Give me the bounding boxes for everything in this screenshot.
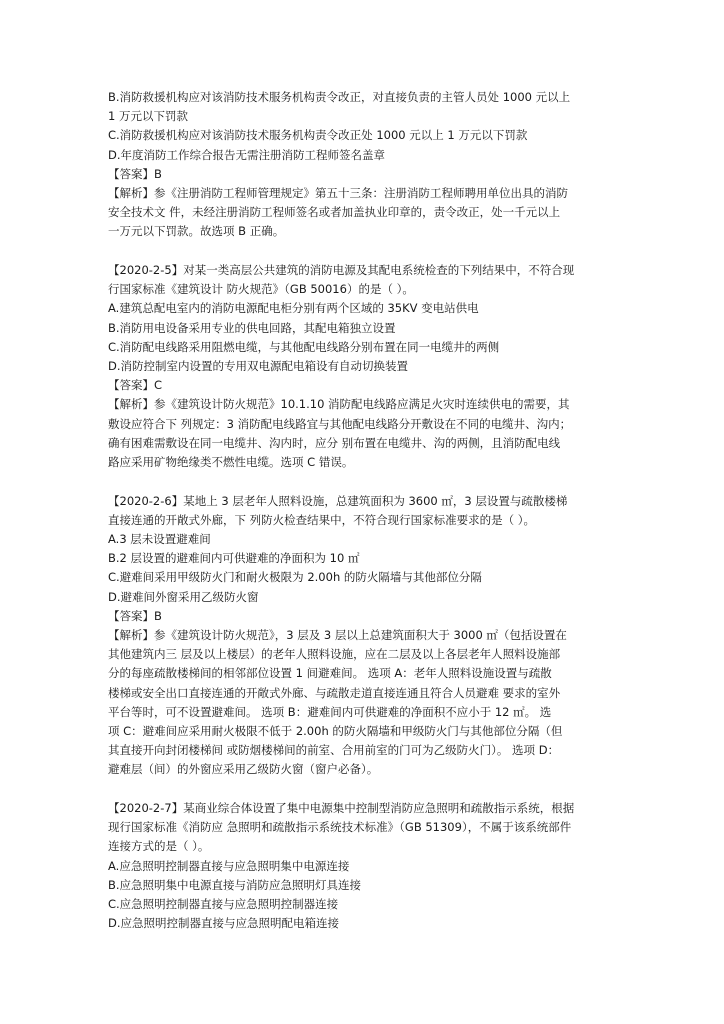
- question-stem-line-2: 直接连通的开敞式外廊，下 列防火检查结果中，不符合现行国家标准要求的是（ ）。: [108, 512, 536, 527]
- option-c: C.避难间采用甲级防火门和耐火极限为 2.00h 的防火隔墙与其他部位分隔: [108, 570, 482, 585]
- answer: 【答案】B: [108, 166, 162, 181]
- answer: 【答案】B: [108, 608, 162, 623]
- block-spacer: [108, 780, 620, 799]
- option-a: A.建筑总配电室内的消防电源配电柜分别有两个区域的 35KV 变电站供电: [108, 301, 479, 316]
- answer: 【答案】C: [108, 378, 163, 393]
- block-spacer: [108, 242, 620, 261]
- option-a: A.应急照明控制器直接与应急照明集中电源连接: [108, 858, 350, 873]
- question-2020-2-5: [108, 261, 620, 472]
- analysis-line-1: 【解析】参《注册消防工程师管理规定》第五十三条：注册消防工程师聘用单位出具的消防: [108, 186, 568, 201]
- analysis-line-6: 项 C：避难间应采用耐火极限不低于 2.00h 的防火隔墙和甲级防火门与其他部位分隔（但: [108, 724, 563, 739]
- option-d: D.年度消防工作综合报告无需注册消防工程师签名盖章: [108, 147, 386, 162]
- analysis-line-8: 避难层（间）的外窗应采用乙级防火窗（窗户必备）。: [108, 762, 379, 777]
- analysis-line-4: 路应采用矿物绝缘类不燃性电缆。选项 C 错误。: [108, 455, 354, 470]
- analysis-line-2: 其他建筑内三 层及以上楼层）的老年人照料设施，应在二层及以上各层老年人照料设施部: [108, 647, 561, 662]
- question-stem-line-1: 【2020-2-6】某地上 3 层老年人照料设施，总建筑面积为 3600 ㎡，3 层设置与疏散楼梯: [108, 493, 568, 508]
- analysis-line-2: 安全技术文 件，未经注册消防工程师签名或者加盖执业印章的，责令改正，处一千元以上: [108, 205, 561, 220]
- option-b-line-1: B.消防救援机构应对该消防技术服务机构责令改正，对直接负责的主管人员处 1000 元以上: [108, 90, 571, 104]
- option-b: B.应急照明集中电源直接与消防应急照明灯具连接: [108, 877, 362, 892]
- analysis-line-3: 确有困难需敷设在同一电缆井、沟内时，应分 别布置在电缆井、沟的两侧，且消防配电线: [108, 435, 561, 450]
- analysis-line-4: 楼梯或安全出口直接连通的开敞式外廊、与疏散走道直接连通且符合人员避难 要求的室外: [108, 685, 561, 700]
- option-b: B.消防用电设备采用专业的供电回路，其配电箱独立设置: [108, 320, 396, 335]
- option-a: A.3 层未设置避难间: [108, 532, 211, 547]
- question-2020-2-7: [108, 799, 620, 933]
- question-stem-line-1: 【2020-2-5】对某一类高层公共建筑的消防电源及其配电系统检查的下列结果中，不符合现: [108, 263, 575, 278]
- analysis-line-1: 【解析】参《建筑设计防火规范》10.1.10 消防配电线路应满足火灾时连续供电的需要，其: [108, 397, 570, 412]
- analysis-line-5: 平台等时，可不设置避难间。 选项 B：避难间内可供避难的净面积不应小于 12 ㎡。 选: [108, 704, 552, 719]
- option-c: C.消防配电线路采用阻燃电缆，与其他配电线路分别布置在同一电缆井的两侧: [108, 339, 500, 354]
- option-d: D.避难间外窗采用乙级防火窗: [108, 589, 259, 604]
- option-b-line-2: 1 万元以下罚款: [108, 109, 188, 124]
- analysis-line-3: 一万元以下罚款。故选项 B 正确。: [108, 224, 285, 239]
- option-d: D.消防控制室内设置的专用双电源配电箱设有自动切换装置: [108, 359, 409, 374]
- analysis-line-3: 分的每座疏散楼梯间的相邻部位设置 1 间避难间。 选项 A：老年人照料设施设置与疏散: [108, 666, 552, 681]
- question-stem-line-2: 现行国家标准《消防应 急照明和疏散指示系统技术标准》（GB 51309），不属于该系统部件: [108, 820, 572, 835]
- analysis-line-2: 敷设应符合下 列规定：3 消防配电线路宜与其他配电线路分开敷设在不同的电缆井、沟内；: [108, 416, 572, 431]
- block-spacer: [108, 472, 620, 491]
- option-b: B.2 层设置的避难间内可供避难的净面积为 10 ㎡: [108, 551, 360, 566]
- option-c: C.应急照明控制器直接与应急照明控制器连接: [108, 897, 339, 912]
- option-c: C.消防救援机构应对该消防技术服务机构责令改正处 1000 元以上 1 万元以下罚款: [108, 128, 528, 143]
- question-stem-line-2: 行国家标准《建筑设计 防火规范》（GB 50016）的是（ ）。: [108, 282, 414, 297]
- analysis-line-1: 【解析】参《建筑设计防火规范》，3 层及 3 层以上总建筑面积大于 3000 ㎡（包括设置在: [108, 628, 567, 643]
- question-2020-2-4-tail: [108, 88, 620, 242]
- analysis-line-7: 其直接开向封闭楼梯间 或防烟楼梯间的前室、合用前室的门可为乙级防火门）。 选项 D：: [108, 743, 560, 758]
- option-d: D.应急照明控制器直接与应急照明配电箱连接: [108, 916, 340, 931]
- question-2020-2-6: [108, 492, 620, 780]
- question-stem-line-1: 【2020-2-7】某商业综合体设置了集中电源集中控制型消防应急照明和疏散指示系统，根据: [108, 801, 575, 816]
- question-stem-line-3: 连接方式的是（ ）。: [108, 839, 210, 854]
